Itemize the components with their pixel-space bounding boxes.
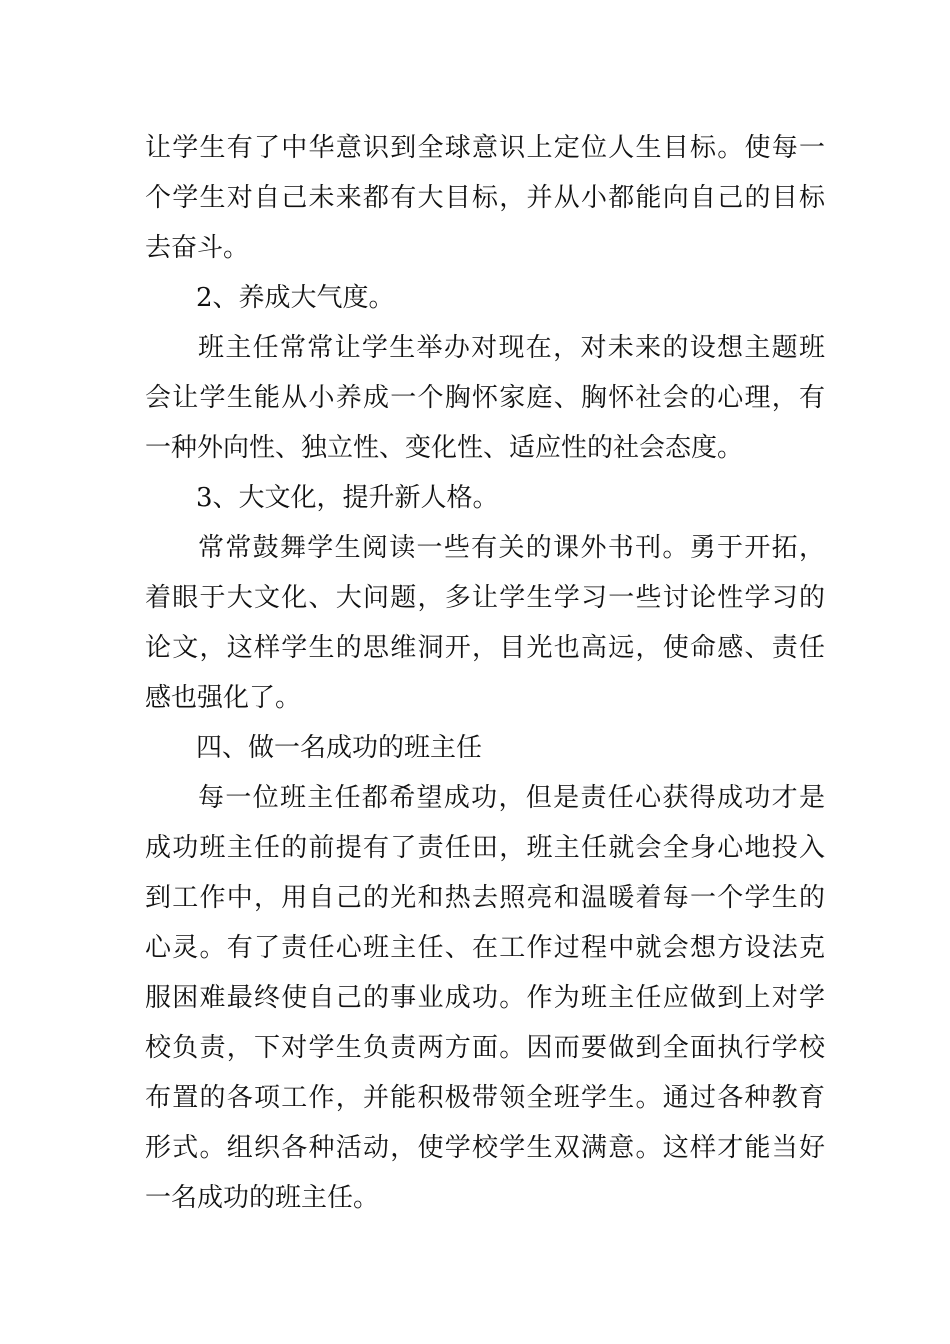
paragraph-line: 让学生有了中华意识到全球意识上定位人生目标。使每一	[145, 133, 825, 163]
paragraph-line: 形式。组织各种活动，使学校学生双满意。这样才能当好	[145, 1133, 825, 1163]
section-heading: 2、养成大气度。	[196, 283, 395, 313]
paragraph-line: 感也强化了。	[145, 683, 302, 713]
paragraph-line: 服困难最终使自己的事业成功。作为班主任应做到上对学	[145, 983, 825, 1013]
section-heading: 3、大文化，提升新人格。	[196, 483, 499, 513]
paragraph-line: 校负责，下对学生负责两方面。因而要做到全面执行学校	[145, 1033, 825, 1063]
paragraph-line: 论文，这样学生的思维洞开，目光也高远，使命感、责任	[145, 633, 825, 663]
paragraph-line: 一种外向性、独立性、变化性、适应性的社会态度。	[145, 433, 744, 463]
paragraph-line: 着眼于大文化、大问题，多让学生学习一些讨论性学习的	[145, 583, 825, 613]
paragraph-line: 班主任常常让学生举办对现在，对未来的设想主题班	[198, 333, 825, 363]
paragraph-line: 去奋斗。	[145, 233, 250, 263]
section-heading: 四、做一名成功的班主任	[196, 733, 483, 763]
paragraph-line: 到工作中，用自己的光和热去照亮和温暖着每一个学生的	[145, 883, 825, 913]
paragraph-line: 会让学生能从小养成一个胸怀家庭、胸怀社会的心理，有	[145, 383, 825, 413]
paragraph-line: 心灵。有了责任心班主任、在工作过程中就会想方设法克	[145, 933, 825, 963]
paragraph-line: 布置的各项工作，并能积极带领全班学生。通过各种教育	[145, 1083, 825, 1113]
paragraph-line: 一名成功的班主任。	[145, 1183, 380, 1213]
paragraph-line: 成功班主任的前提有了责任田，班主任就会全身心地投入	[145, 833, 825, 863]
paragraph-line: 每一位班主任都希望成功，但是责任心获得成功才是	[198, 783, 825, 813]
paragraph-line: 常常鼓舞学生阅读一些有关的课外书刊。勇于开拓，	[198, 533, 825, 563]
paragraph-line: 个学生对自己未来都有大目标，并从小都能向自己的目标	[145, 183, 825, 213]
